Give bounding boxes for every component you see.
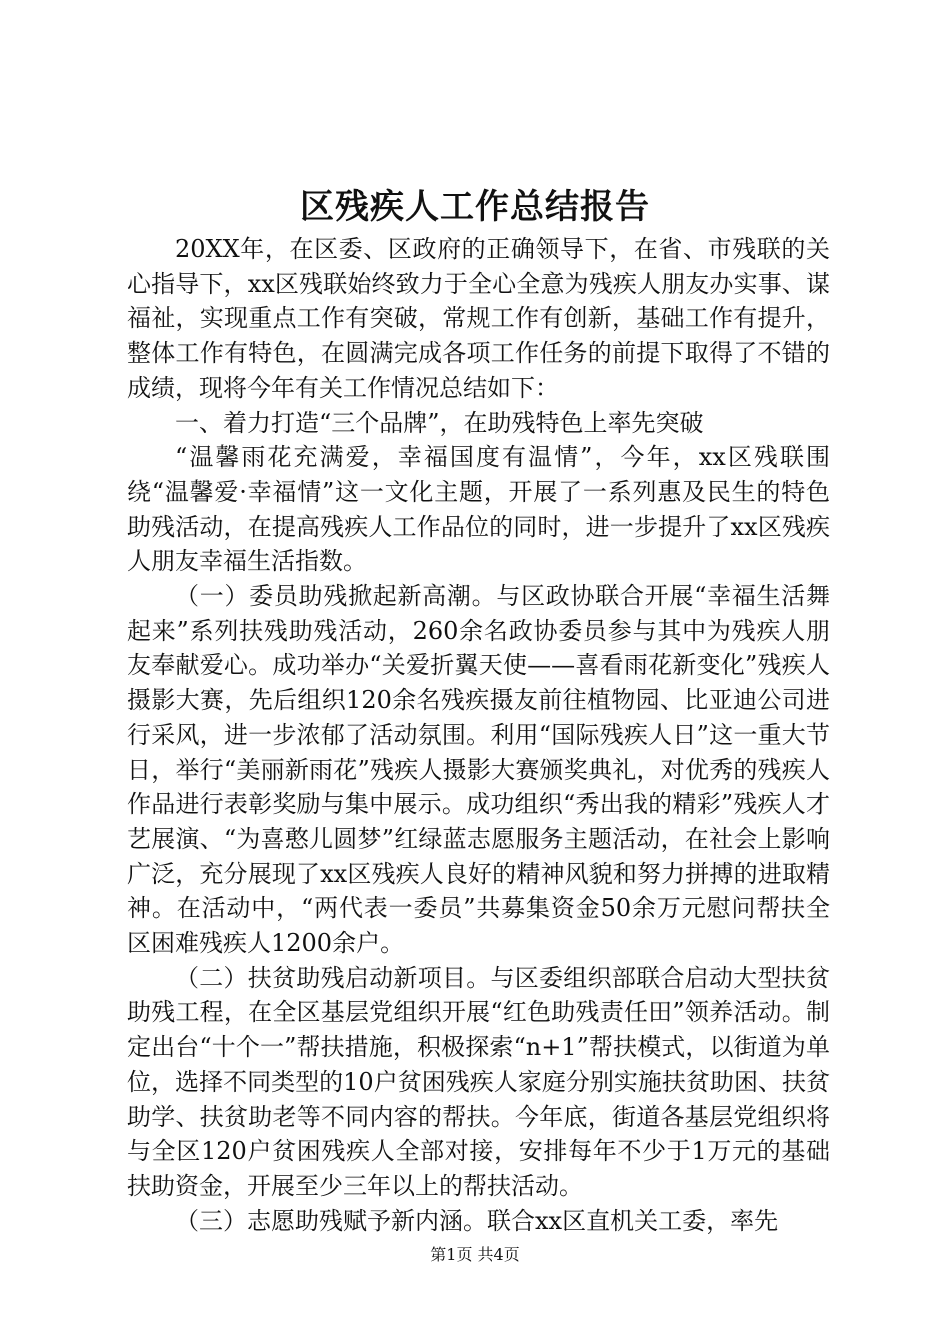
body-paragraph: “温馨雨花充满爱，幸福国度有温情”，今年，xx区残联围绕“温馨爱·幸福情”这一文化主题，开展了一系列惠及民生的特色助残活动，在提高残疾人工作品位的同时，进一步提升了xx区残疾人朋友幸福生活指数。	[127, 443, 830, 576]
body-paragraph: （三）志愿助残赋予新内涵。联合xx区直机关工委，率先	[175, 1206, 779, 1235]
section-heading-1: 一、着力打造“三个品牌”，在助残特色上率先突破	[175, 408, 704, 437]
body-paragraph: （二）扶贫助残启动新项目。与区委组织部联合启动大型扶贫助残工程，在全区基层党组织开展“红色助残责任田”领养活动。制定出台“十个一”帮扶措施，积极探索“n+1”帮扶模式，以街道为单位，选择不同类型的10户贫困残疾人家庭分别实施扶贫助困、扶贫助学、扶贫助老等不同内容的帮扶。今年底，街道各基层党组织将与全区120户贫困残疾人全部对接，安排每年不少于1万元的基础扶助资金，开展至少三年以上的帮扶活动。	[127, 963, 830, 1200]
document-body	[127, 232, 830, 1238]
body-paragraph: （一）委员助残掀起新高潮。与区政协联合开展“幸福生活舞起来”系列扶残助残活动，260余名政协委员参与其中为残疾人朋友奉献爱心。成功举办“关爱折翼天使——喜看雨花新变化”残疾人摄影大赛，先后组织120余名残疾摄友前往植物园、比亚迪公司进行采风，进一步浓郁了活动氛围。利用“国际残疾人日”这一重大节日，举行“美丽新雨花”残疾人摄影大赛颁奖典礼，对优秀的残疾人作品进行表彰奖励与集中展示。成功组织“秀出我的精彩”残疾人才艺展演、“为喜憨儿圆梦”红绿蓝志愿服务主题活动，在社会上影响广泛，充分展现了xx区残疾人良好的精神风貌和努力拼搏的进取精神。在活动中，“两代表一委员”共募集资金50余万元慰问帮扶全区困难残疾人1200余户。	[127, 582, 830, 958]
page-footer: 第1页 共4页	[430, 1245, 520, 1264]
document-title: 区残疾人工作总结报告	[300, 187, 650, 227]
intro-paragraph: 20XX年，在区委、区政府的正确领导下，在省、市残联的关心指导下，xx区残联始终致力于全心全意为残疾人朋友办实事、谋福祉，实现重点工作有突破，常规工作有创新，基础工作有提升，整体工作有特色，在圆满完成各项工作任务的前提下取得了不错的成绩，现将今年有关工作情况总结如下：	[127, 235, 830, 402]
